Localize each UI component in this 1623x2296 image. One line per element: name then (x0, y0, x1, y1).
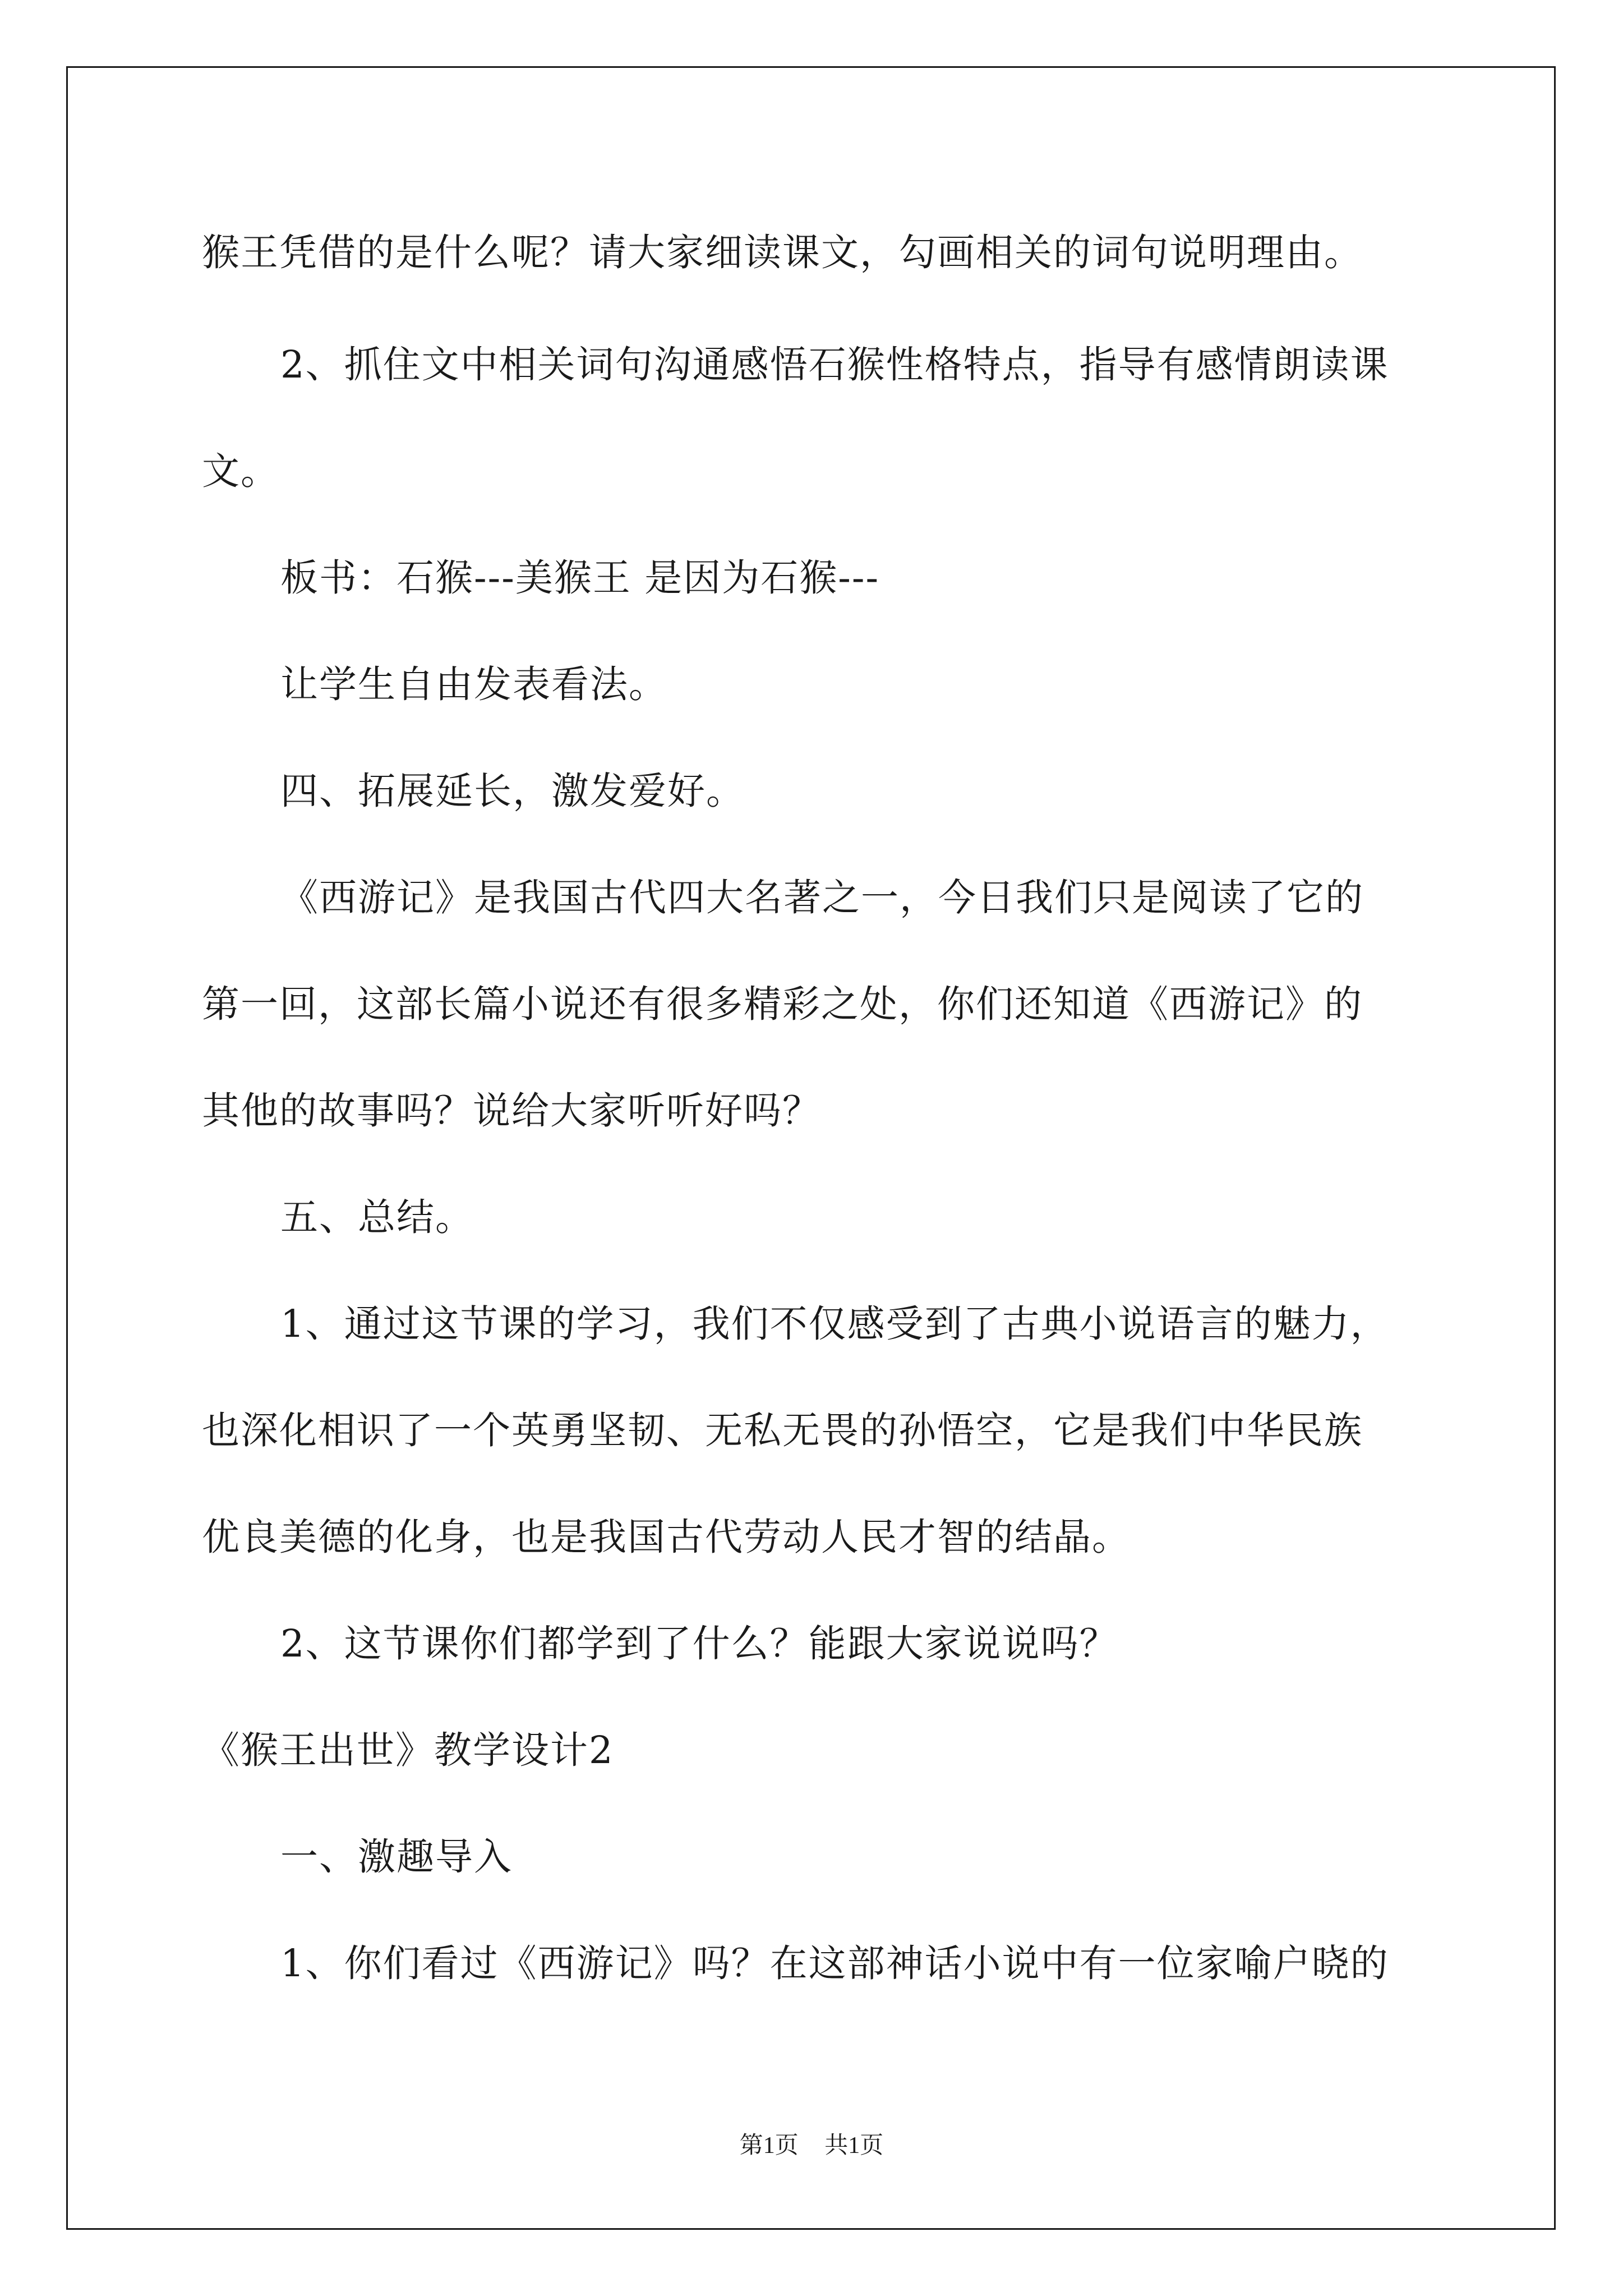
text-line: 猴王凭借的是什么呢？请大家细读课文，勾画相关的词句说明理由。 (202, 231, 1363, 274)
page-current: 第1页 (739, 2133, 799, 2159)
document-title: 《猴王出世》教学设计2 (202, 1728, 614, 1772)
text-line: 第一回，这部长篇小说还有很多精彩之处，你们还知道《西游记》的 (202, 982, 1363, 1026)
text-line: 板书：石猴---美猴王 是因为石猴--- (280, 556, 880, 600)
text-line: 2、这节课你们都学到了什么？能跟大家说说吗？ (280, 1622, 1118, 1665)
text-line: 也深化相识了一个英勇坚韧、无私无畏的孙悟空，它是我们中华民族 (202, 1409, 1363, 1452)
text-line: 2、抓住文中相关词句沟通感悟石猴性格特点，指导有感情朗读课 (280, 343, 1389, 386)
text-line: 让学生自由发表看法。 (280, 662, 667, 706)
text-line: 1、通过这节课的学习，我们不仅感受到了古典小说语言的魅力， (280, 1302, 1389, 1346)
text-line: 优良美德的化身，也是我国古代劳动人民才智的结晶。 (202, 1515, 1131, 1559)
section-heading: 四、拓展延长，激发爱好。 (280, 769, 745, 813)
page-footer (0, 2132, 1623, 2160)
section-heading: 五、总结。 (280, 1195, 474, 1239)
text-line: 其他的故事吗？说给大家听听好吗？ (202, 1089, 821, 1133)
text-line: 《西游记》是我国古代四大名著之一，今日我们只是阅读了它的 (280, 876, 1364, 919)
page-total: 共1页 (824, 2133, 884, 2159)
text-line: 文。 (202, 449, 279, 493)
section-heading: 一、激趣导入 (280, 1835, 513, 1879)
text-line: 1、你们看过《西游记》吗？在这部神话小说中有一位家喻户晓的 (280, 1941, 1389, 1985)
page-border (66, 66, 1556, 2230)
